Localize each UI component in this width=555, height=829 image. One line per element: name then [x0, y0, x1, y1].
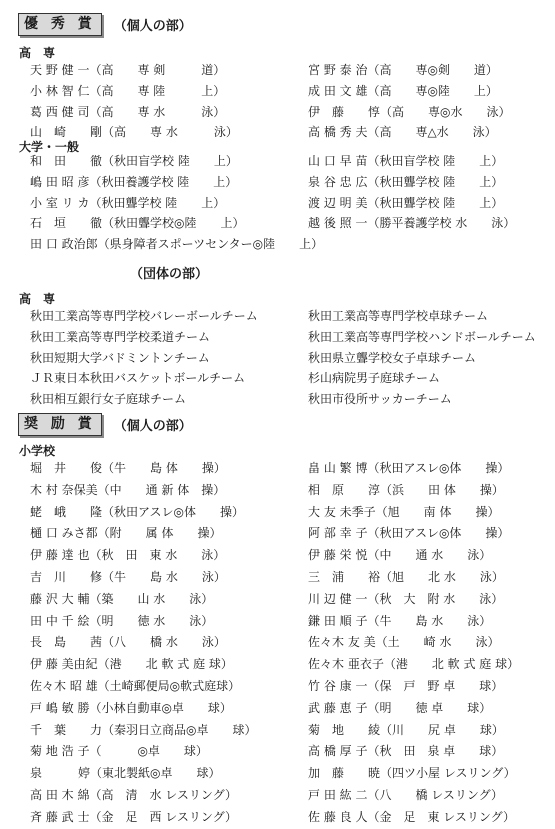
list-item: 武 藤 恵 子（明 徳 卓 球） [308, 700, 492, 715]
list-item: 泉 婷（東北製紙◎卓 球） [30, 766, 221, 781]
list-item: 藤 沢 大 輔（築 山 水 泳） [30, 591, 214, 606]
list-item: 吉 川 修（牛 島 水 泳） [30, 569, 226, 584]
encourage-right-list [308, 458, 519, 829]
list-item: 成 田 文 雄（高 専◎陸 上） [308, 83, 498, 98]
list-item: 高 橋 厚 子（秋 田 泉 卓 球） [308, 744, 504, 759]
list-item: 相 原 淳（浜 田 体 操） [308, 482, 504, 497]
list-item: 佐々木 亜衣子（港 北 軟 式 庭 球） [308, 657, 520, 672]
list-item: 佐々木 昭 雄（土崎郵便局◎軟式庭球） [30, 678, 241, 693]
group-left-list [30, 306, 258, 410]
award-header-encouragement [18, 412, 192, 436]
koh-right-list [308, 60, 510, 143]
list-item: 竹 谷 康 一（保 戸 野 卓 球） [308, 678, 504, 693]
category-group-koh: 高 専 [19, 292, 56, 306]
list-item: 嶋 田 昭 彦（秋田養護学校 陸 上） [30, 174, 238, 189]
list-item: 蛯 峨 隆（秋田アスレ◎体 操） [30, 504, 244, 519]
list-item: 石 垣 徹（秋田聾学校◎陸 上） [30, 216, 245, 231]
list-item: 堀 井 俊（牛 島 体 操） [30, 461, 226, 475]
list-item: 佐 藤 良 人（金 足 東 レスリング） [308, 809, 516, 824]
list-item: 三 浦 裕（旭 北 水 泳） [308, 569, 504, 584]
list-item: 高 橋 秀 夫（高 専△水 泳） [308, 125, 497, 140]
univ-right-list [308, 151, 515, 234]
group-right-list [308, 306, 536, 410]
individual-section-label-2: （個人の部） [113, 418, 192, 434]
list-item: 畠 山 繁 博（秋田アスレ◎体 操） [308, 461, 510, 475]
encourage-left-list [30, 458, 256, 829]
koh-left-list [30, 60, 238, 143]
list-item: 鎌 田 順 子（牛 島 水 泳） [308, 613, 492, 628]
list-item: 阿 部 幸 子（秋田アスレ◎体 操） [308, 526, 510, 541]
list-item: 秋田相互銀行女子庭球チーム [30, 392, 187, 407]
list-item: 斉 藤 武 士（金 足 西 レスリング） [30, 809, 238, 824]
list-item: 大 友 未季子（旭 南 体 操） [308, 504, 500, 519]
list-item: 加 藤 暁（四ツ小屋 レスリング） [308, 766, 516, 781]
list-item: 木 村 奈保美（中 通 新 体 操） [30, 482, 226, 497]
list-item: 越 後 照 一（勝平養護学校 水 泳） [308, 216, 516, 231]
category-elementary: 小学校 [19, 444, 56, 458]
list-item: 田 口 政治郎（県身障者スポーツセンター◎陸 上） [30, 237, 324, 252]
list-item: 川 辺 健 一（秋 大 附 水 泳） [308, 591, 504, 606]
list-item: 秋田工業高等専門学校卓球チーム [308, 309, 489, 323]
list-item: 菊 地 浩 子（ ◎卓 球） [30, 744, 208, 759]
list-item: 高 田 木 綿（高 清 水 レスリング） [30, 787, 238, 802]
list-item: 戸 嶋 敏 勝（小林自動車◎卓 球） [30, 700, 232, 715]
list-item: 宮 野 泰 治（高 専◎剣 道） [308, 63, 498, 77]
list-item: 樋 口 みさ都（附 属 体 操） [30, 526, 222, 541]
award-title-excellence: 優 秀 賞 [18, 13, 102, 36]
group-section-label: （団体の部） [130, 267, 209, 282]
list-item: 葛 西 健 司（高 専 水 泳） [30, 104, 226, 119]
list-item: 伊 藤 達 也（秋 田 東 水 泳） [30, 548, 226, 563]
list-item: 戸 田 紘 二（八 橋 レスリング） [308, 787, 504, 802]
award-header-excellence [18, 12, 192, 36]
list-item: 小 室 リ カ（秋田聾学校 陸 上） [30, 195, 226, 210]
list-item: 渡 辺 明 美（秋田聾学校 陸 上） [308, 195, 504, 210]
list-item: 長 島 茜（八 橋 水 泳） [30, 635, 226, 650]
list-item: 山 崎 剛（高 専 水 泳） [30, 125, 238, 140]
list-item: 秋田工業高等専門学校バレーボールチーム [30, 309, 258, 323]
category-univ: 大学・一般 [19, 140, 80, 154]
list-item: 千 葉 力（秦羽日立商品◎卓 球） [30, 722, 257, 737]
list-item: 秋田市役所サッカーチーム [308, 392, 452, 407]
univ-left-list [30, 151, 323, 255]
list-item: 秋田短期大学バドミントンチーム [30, 350, 210, 365]
list-item: 秋田工業高等専門学校柔道チーム [30, 329, 211, 344]
list-item: 天 野 健 一（高 専 剣 道） [30, 63, 226, 77]
award-title-encouragement: 奨 励 賞 [18, 413, 102, 436]
list-item: 佐々木 友 美（土 崎 水 泳） [308, 635, 500, 650]
list-item: 秋田県立聾学校女子卓球チーム [308, 350, 477, 365]
list-item: 菊 地 綾（川 尻 卓 球） [308, 722, 504, 737]
list-item: 小 林 智 仁（高 専 陸 上） [30, 83, 226, 98]
list-item: ＪＲ東日本秋田バスケットボールチーム [30, 371, 246, 386]
list-item: 伊 藤 美由紀（港 北 軟 式 庭 球） [30, 657, 233, 672]
list-item: 山 口 早 苗（秋田盲学校 陸 上） [308, 154, 504, 168]
list-item: 伊 藤 栄 悦（中 通 水 泳） [308, 548, 492, 563]
list-item: 秋田工業高等専門学校ハンドボールチーム [308, 329, 536, 344]
category-koh: 高 専 [19, 46, 56, 60]
list-item: 杉山病院男子庭球チーム [308, 371, 441, 386]
list-item: 伊 藤 惇（高 専◎水 泳） [308, 104, 511, 119]
list-item: 田 中 千 絵（明 徳 水 泳） [30, 613, 214, 628]
list-item: 泉 谷 忠 広（秋田聾学校 陸 上） [308, 174, 504, 189]
individual-section-label: （個人の部） [113, 18, 192, 34]
list-item: 和 田 徹（秋田盲学校 陸 上） [30, 154, 238, 168]
